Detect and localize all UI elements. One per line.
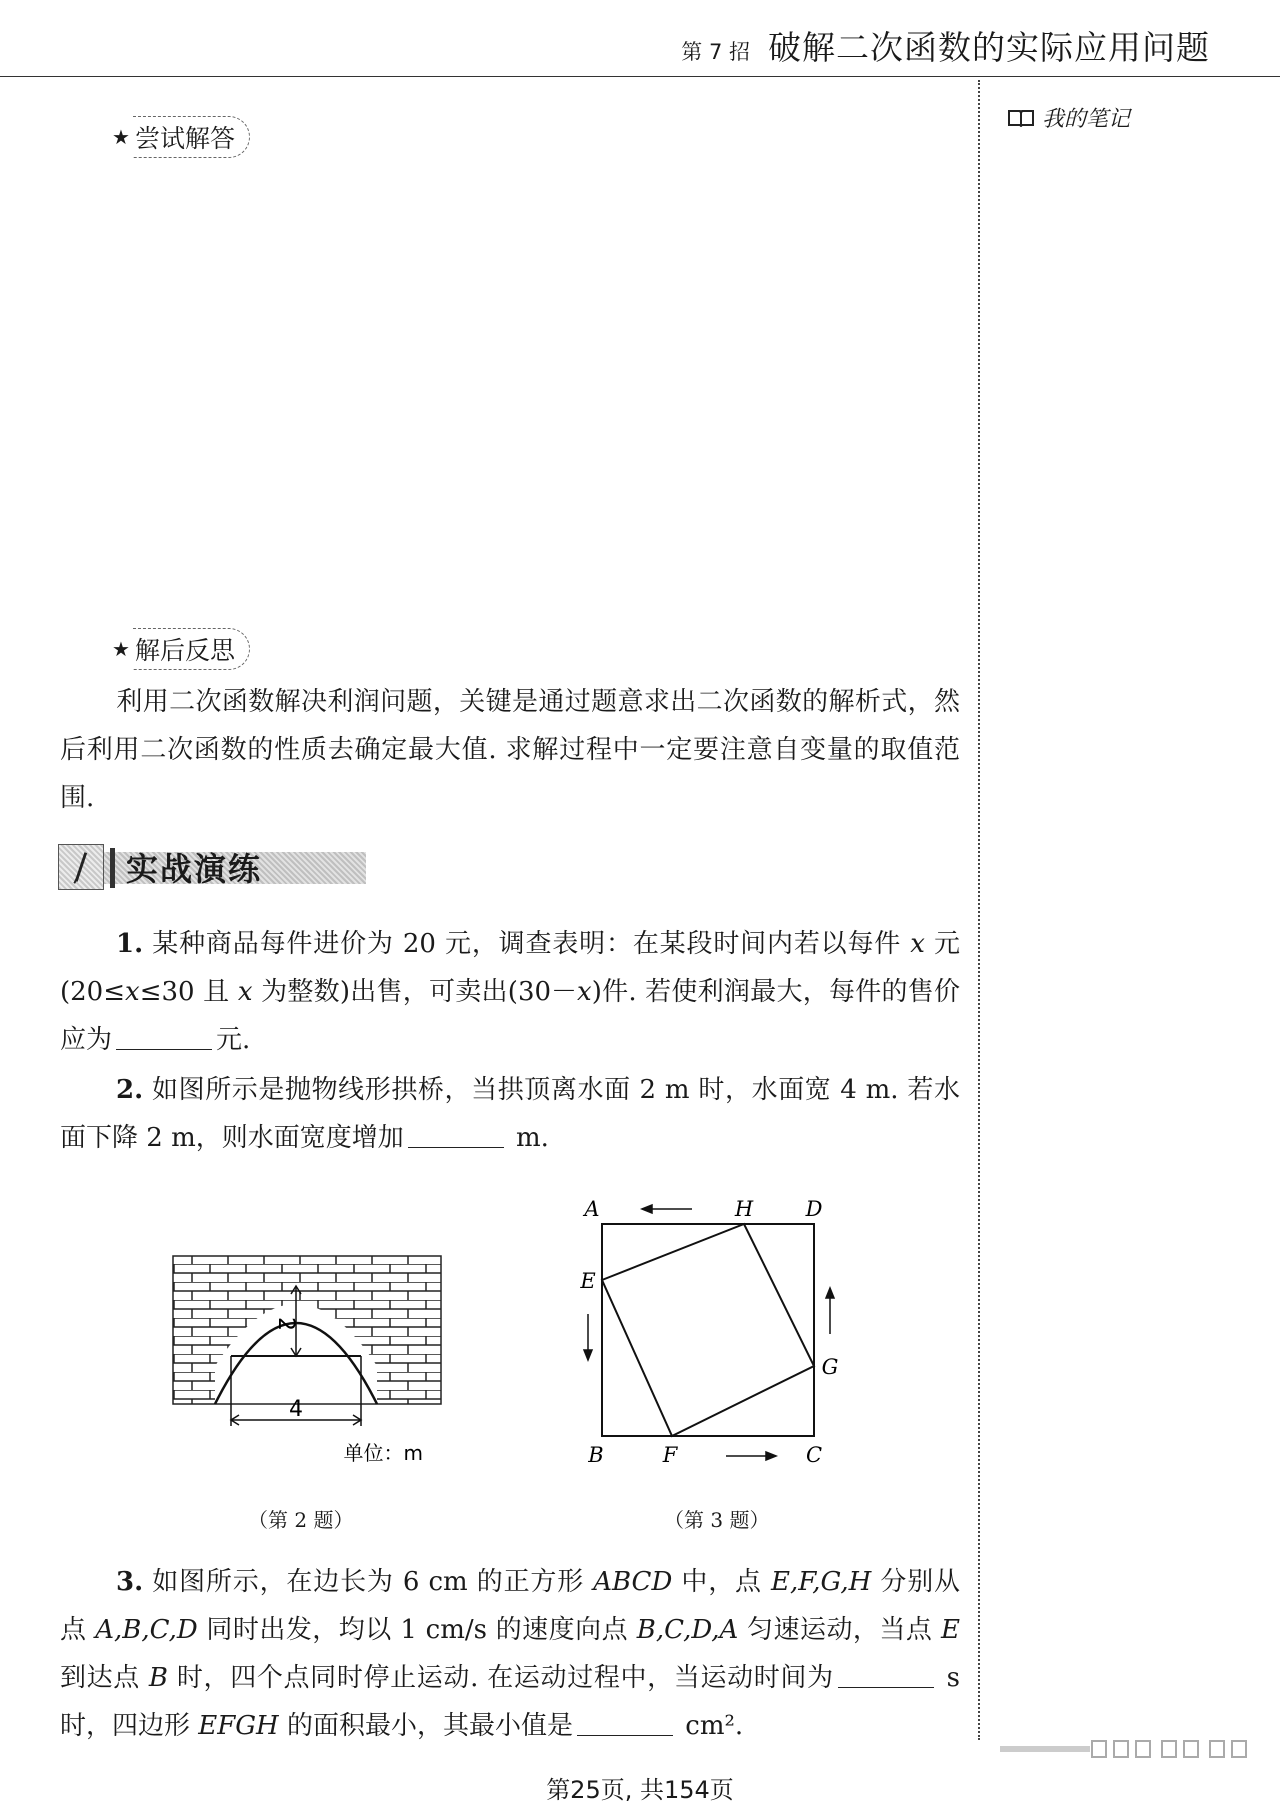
point-d: D [805, 1197, 823, 1221]
variable-x: x [125, 977, 140, 1007]
variable-x: x [237, 977, 253, 1007]
question-number: 1. [116, 929, 144, 959]
chapter-title: 破解二次函数的实际应用问题 [768, 28, 1210, 67]
q3-text: 匀速运动，当点 [738, 1615, 942, 1645]
practice-heading [58, 842, 318, 892]
q3-text: 到达点 [60, 1663, 149, 1693]
q1-text: ≤30 且 [139, 977, 238, 1007]
reflection-text: 利用二次函数解决利润问题，关键是通过题意求出二次函数的解析式，然后利用二次函数的性质去确定最大值. 求解过程中一定要注意自变量的取值范围. [60, 687, 960, 813]
practice-label: 实战演练 [126, 850, 263, 888]
question-number: 3. [116, 1567, 144, 1597]
variable-abcd: ABCD [593, 1567, 673, 1597]
book-icon [1008, 109, 1034, 127]
question-2 [60, 1066, 960, 1162]
variable-efgh: EFGH [198, 1711, 279, 1741]
reflection-label: 解后反思 [133, 628, 250, 670]
width-label: 4 [289, 1397, 303, 1422]
answer-blank[interactable] [116, 1026, 212, 1050]
variable-b: B [148, 1663, 168, 1693]
square-abcd [602, 1224, 814, 1436]
reflection-tag [112, 628, 250, 670]
arrow-right-icon [766, 1452, 776, 1460]
variable-x: x [910, 929, 925, 959]
try-answer-label: 尝试解答 [133, 116, 250, 158]
notes-label-text: 我的笔记 [1042, 107, 1131, 132]
notes-divider [978, 80, 980, 1740]
arrow-up-icon [826, 1288, 834, 1298]
point-a: A [584, 1197, 600, 1221]
answer-blank[interactable] [838, 1664, 934, 1688]
q3-text: s 时，四边形 [60, 1663, 961, 1741]
figure-square [578, 1192, 858, 1472]
point-g: G [821, 1355, 839, 1379]
variable-points: E,F,G,H [770, 1567, 872, 1597]
arrow-left-icon [642, 1205, 652, 1213]
point-c: C [805, 1443, 823, 1467]
variable-points: A,B,C,D [95, 1615, 198, 1645]
q1-text: )件. 若使利润最大，每件的售价应为 [60, 977, 960, 1055]
q3-text: 时，四个点同时停止运动. 在运动过程中，当运动时间为 [167, 1663, 834, 1693]
variable-points: B,C,D,A [636, 1615, 739, 1645]
reflection-paragraph [60, 678, 960, 822]
try-answer-tag [112, 116, 250, 158]
figure-2-caption: （第 2 题） [248, 1508, 354, 1532]
quadrilateral-efgh [602, 1224, 814, 1436]
practice-heading-bar [110, 848, 115, 888]
pen-icon [58, 844, 104, 890]
variable-x: x [577, 977, 592, 1007]
unit-label: 单位：m [343, 1441, 423, 1465]
point-e: E [580, 1269, 596, 1293]
answer-blank[interactable] [408, 1124, 504, 1148]
q3-text: 的面积最小，其最小值是 [278, 1711, 573, 1741]
q2-text: m. [507, 1123, 549, 1153]
q1-text: 元(20≤ [60, 929, 961, 1007]
chapter-number: 第 7 招 [681, 40, 750, 64]
scan-artifact [1000, 1738, 1270, 1760]
point-b: B [588, 1443, 604, 1467]
q3-text: 如图所示，在边长为 6 cm 的正方形 [152, 1567, 594, 1597]
q2-text: 如图所示是抛物线形拱桥，当拱顶离水面 2 m 时，水面宽 4 m. 若水面下降 2 m，则水面宽度增加 [60, 1075, 960, 1153]
q3-text: 同时出发，均以 1 cm/s 的速度向点 [197, 1615, 637, 1645]
header-rule [0, 76, 1280, 77]
figure-arch-bridge [165, 1246, 455, 1476]
arrow-down-icon [584, 1350, 592, 1360]
q3-text: cm². [677, 1711, 744, 1741]
q3-text: 中，点 [672, 1567, 771, 1597]
height-label: 2 [273, 1317, 298, 1331]
figure-3-caption: （第 3 题） [664, 1508, 770, 1532]
q1-text: 为整数)出售，可卖出(30－ [252, 977, 578, 1007]
notes-label [1008, 102, 1130, 133]
q1-text: 元. [216, 1025, 251, 1055]
question-3 [60, 1558, 960, 1750]
answer-blank[interactable] [577, 1712, 673, 1736]
question-number: 2. [116, 1075, 144, 1105]
q3-text: 分别从点 [60, 1567, 961, 1645]
question-1 [60, 920, 960, 1064]
star-icon: ★ [112, 125, 130, 149]
star-icon: ★ [112, 637, 130, 661]
variable-e: E [941, 1615, 961, 1645]
point-f: F [662, 1443, 678, 1467]
page-header [681, 22, 1210, 69]
page-number: 第25页, 共154页 [546, 1776, 734, 1804]
point-h: H [734, 1197, 754, 1221]
q1-text: 某种商品每件进价为 20 元，调查表明：在某段时间内若以每件 [152, 929, 911, 959]
